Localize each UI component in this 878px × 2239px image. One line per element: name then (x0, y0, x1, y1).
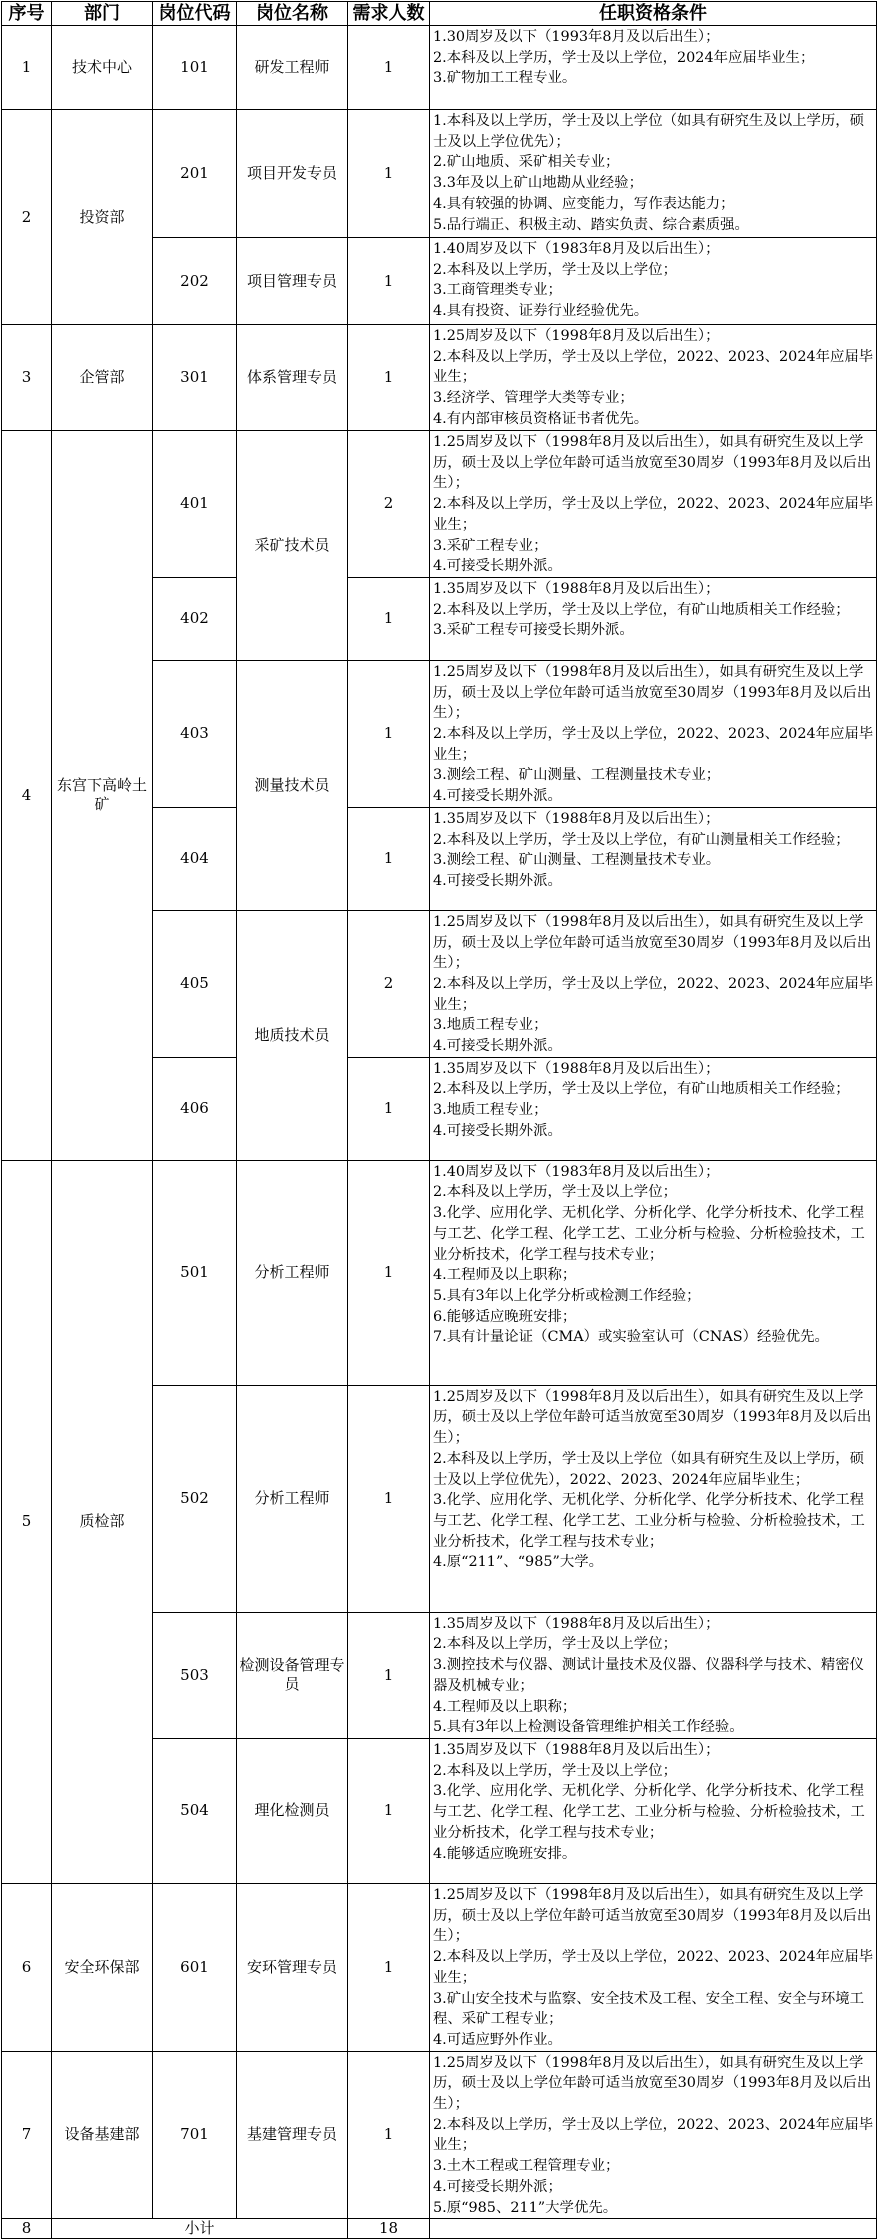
position-title: 采矿技术员 (237, 431, 348, 661)
requirement-line: 3.采矿工程专业； (433, 537, 548, 554)
position-count: 1 (348, 325, 430, 431)
requirement-line: 3.土木工程或工程管理专业； (433, 2158, 620, 2175)
requirement-line: 2.本科及以上学历，学士及以上学位，有矿山测量相关工作经验； (433, 831, 850, 848)
dept-name: 安全环保部 (52, 1883, 153, 2051)
dept-seq: 4 (2, 431, 52, 1161)
dept-name: 质检部 (52, 1160, 153, 1883)
position-code: 405 (153, 910, 237, 1057)
requirement-line: 1.25周岁及以下（1998年8月及以后出生），如具有研究生及以上学历，硕士及以上学位年龄可适当放宽至30周岁（1993年8月及以后出生）； (433, 2054, 872, 2113)
requirement-line: 2.本科及以上学历，学士及以上学位，有矿山地质相关工作经验； (433, 1081, 850, 1098)
requirements-cell (430, 910, 877, 1057)
position-title: 分析工程师 (237, 1385, 348, 1612)
requirement-line: 2.本科及以上学历，学士及以上学位，2022、2023、2024年应届毕业生； (433, 975, 874, 1013)
position-count: 1 (348, 110, 430, 238)
table-row (2, 2051, 877, 2219)
table-row (2, 431, 877, 578)
requirement-line: 3.化学、应用化学、无机化学、分析化学、化学分析技术、化学工程与工艺、化学工程、化学工艺、工业分析与检验、分析检验技术，工业分析技术，化学工程与技术专业； (433, 1205, 865, 1263)
requirement-line: 1.25周岁及以下（1998年8月及以后出生）； (433, 328, 720, 344)
position-count: 1 (348, 807, 430, 910)
position-title: 项目开发专员 (237, 110, 348, 238)
dept-seq: 6 (2, 1883, 52, 2051)
position-code: 402 (153, 577, 237, 660)
position-code: 404 (153, 807, 237, 910)
position-title: 理化检测员 (237, 1738, 348, 1883)
total-blank (430, 2219, 877, 2239)
requirement-line: 6.能够适应晚班安排； (433, 1308, 577, 1325)
requirement-line: 2.本科及以上学历，学士及以上学位，2022、2023、2024年应届毕业生； (433, 2116, 874, 2154)
requirement-line: 1.35周岁及以下（1988年8月及以后出生）； (433, 1741, 720, 1758)
requirement-line: 4.原“211”、“985”大学。 (433, 1554, 604, 1571)
position-code: 401 (153, 431, 237, 578)
position-code: 504 (153, 1738, 237, 1883)
requirement-line: 3.地质工程专业； (433, 1017, 548, 1034)
requirement-line: 5.具有3年以上检测设备管理维护相关工作经验。 (433, 1719, 744, 1736)
position-count: 1 (348, 1883, 430, 2051)
position-code: 202 (153, 238, 237, 325)
requirements-cell (430, 577, 877, 660)
requirements-cell (430, 325, 877, 431)
requirement-line: 1.40周岁及以下（1983年8月及以后出生）； (433, 241, 720, 257)
position-title: 检测设备管理专员 (237, 1612, 348, 1738)
position-title: 分析工程师 (237, 1160, 348, 1385)
position-code: 601 (153, 1883, 237, 2051)
requirement-line: 2.本科及以上学历，学士及以上学位，2022、2023、2024年应届毕业生； (433, 496, 874, 533)
requirements-cell (430, 238, 877, 325)
requirements-cell (430, 807, 877, 910)
header-row (2, 2, 877, 26)
table-row (2, 1883, 877, 2051)
dept-seq: 7 (2, 2051, 52, 2219)
requirement-line: 1.35周岁及以下（1988年8月及以后出生）； (433, 1615, 720, 1632)
position-title: 测量技术员 (237, 660, 348, 910)
requirements-cell (430, 1160, 877, 1385)
requirements-cell (430, 1057, 877, 1160)
dept-name: 技术中心 (52, 26, 153, 110)
total-row (2, 2219, 877, 2239)
dept-seq: 1 (2, 26, 52, 110)
requirements-cell (430, 110, 877, 238)
requirement-line: 4.可接受长期外派。 (433, 788, 562, 805)
requirement-line: 1.35周岁及以下（1988年8月及以后出生）； (433, 580, 720, 597)
requirement-line: 2.本科及以上学历，学士及以上学位，有矿山地质相关工作经验； (433, 601, 850, 618)
requirement-line: 4.有内部审核员资格证书者优先。 (433, 410, 649, 427)
requirement-line: 1.本科及以上学历，学士及以上学位（如具有研究生及以上学历，硕士及以上学位优先）； (433, 113, 865, 150)
header-dept: 部门 (52, 2, 153, 26)
dept-name: 设备基建部 (52, 2051, 153, 2219)
header-requirements: 任职资格条件 (430, 2, 877, 26)
position-count: 1 (348, 577, 430, 660)
position-count: 1 (348, 1160, 430, 1385)
requirement-line: 1.25周岁及以下（1998年8月及以后出生），如具有研究生及以上学历，硕士及以上学位年龄可适当放宽至30周岁（1993年8月及以后出生）； (433, 1388, 872, 1447)
requirement-line: 4.可适应野外作业。 (433, 2031, 562, 2048)
position-code: 101 (153, 26, 237, 110)
requirement-line: 3.采矿工程专可接受长期外派。 (433, 622, 634, 639)
requirement-line: 3.测绘工程、矿山测量、工程测量技术专业。 (433, 852, 721, 869)
requirement-line: 3.3年及以上矿山地勘从业经验； (433, 175, 643, 192)
position-title: 地质技术员 (237, 910, 348, 1160)
requirement-line: 3.测控技术与仪器、测试计量技术及仪器、仪器科学与技术、精密仪器及机械专业； (433, 1657, 865, 1694)
requirement-line: 2.本科及以上学历，学士及以上学位，2022、2023、2024年应届毕业生； (433, 1949, 874, 1986)
requirement-line: 5.原“985、211”大学优先。 (433, 2199, 618, 2216)
job-requirements-table (1, 1, 877, 2239)
requirement-line: 4.具有投资、证券行业经验优先。 (433, 303, 649, 320)
position-code: 502 (153, 1385, 237, 1612)
requirement-line: 2.本科及以上学历，学士及以上学位； (433, 1184, 677, 1201)
requirement-line: 1.25周岁及以下（1998年8月及以后出生），如具有研究生及以上学历，硕士及以上学位年龄可适当放宽至30周岁（1993年8月及以后出生）； (433, 663, 872, 722)
header-count: 需求人数 (348, 2, 430, 26)
requirement-line: 3.工商管理类专业； (433, 282, 562, 299)
requirement-line: 5.品行端正、积极主动、踏实负责、综合素质强。 (433, 216, 749, 233)
position-title: 项目管理专员 (237, 238, 348, 325)
table-row (2, 110, 877, 238)
requirement-line: 3.经济学、管理学大类等专业； (433, 390, 634, 407)
requirement-line: 2.本科及以上学历，学士及以上学位，2022、2023、2024年应届毕业生； (433, 348, 874, 386)
total-count: 18 (348, 2219, 430, 2239)
requirement-line: 2.矿山地质、采矿相关专业； (433, 154, 620, 171)
position-title: 安环管理专员 (237, 1883, 348, 2051)
position-code: 301 (153, 325, 237, 431)
table-row (2, 26, 877, 110)
requirement-line: 2.本科及以上学历，学士及以上学位； (433, 1762, 677, 1779)
requirements-cell (430, 2051, 877, 2219)
position-title: 基建管理专员 (237, 2051, 348, 2219)
position-code: 201 (153, 110, 237, 238)
requirement-line: 4.具有较强的协调、应变能力，写作表达能力； (433, 195, 735, 212)
position-count: 1 (348, 1738, 430, 1883)
total-label: 小计 (52, 2219, 348, 2239)
dept-seq: 5 (2, 1160, 52, 1883)
requirement-line: 4.可接受长期外派。 (433, 1038, 562, 1055)
requirement-line: 3.化学、应用化学、无机化学、分析化学、化学分析技术、化学工程与工艺、化学工程、化学工艺、工业分析与检验、分析检验技术，工业分析技术，化学工程与技术专业； (433, 1492, 865, 1550)
requirement-line: 2.本科及以上学历，学士及以上学位，2024年应届毕业生； (433, 49, 815, 66)
requirement-line: 1.25周岁及以下（1998年8月及以后出生），如具有研究生及以上学历，硕士及以上学位年龄可适当放宽至30周岁（1993年8月及以后出生）； (433, 913, 872, 972)
requirement-line: 7.具有计量论证（CMA）或实验室认可（CNAS）经验优先。 (433, 1329, 829, 1346)
position-count: 2 (348, 431, 430, 578)
header-title: 岗位名称 (237, 2, 348, 26)
position-count: 1 (348, 26, 430, 110)
requirements-cell (430, 431, 877, 578)
requirement-line: 3.矿山安全技术与监察、安全技术及工程、安全工程、安全与环境工程、采矿工程专业； (433, 1990, 865, 2028)
table-row (2, 1160, 877, 1385)
position-title: 体系管理专员 (237, 325, 348, 431)
requirement-line: 3.矿物加工工程专业。 (433, 70, 577, 87)
header-code: 岗位代码 (153, 2, 237, 26)
requirement-line: 4.能够适应晚班安排。 (433, 1845, 577, 1862)
position-code: 503 (153, 1612, 237, 1738)
requirement-line: 4.可接受长期外派。 (433, 1122, 562, 1139)
requirement-line: 1.35周岁及以下（1988年8月及以后出生）； (433, 810, 720, 827)
position-count: 1 (348, 1612, 430, 1738)
requirements-cell (430, 660, 877, 807)
requirements-cell (430, 1738, 877, 1883)
dept-seq: 2 (2, 110, 52, 325)
requirements-cell (430, 1883, 877, 2051)
position-code: 403 (153, 660, 237, 807)
requirement-line: 3.测绘工程、矿山测量、工程测量技术专业； (433, 767, 721, 784)
requirement-line: 4.可接受长期外派。 (433, 558, 562, 575)
requirement-line: 1.30周岁及以下（1993年8月及以后出生）； (433, 29, 720, 45)
requirement-line: 4.可接受长期外派； (433, 2178, 562, 2195)
position-code: 501 (153, 1160, 237, 1385)
requirements-cell (430, 1385, 877, 1612)
requirement-line: 1.40周岁及以下（1983年8月及以后出生）； (433, 1163, 720, 1180)
dept-seq: 3 (2, 325, 52, 431)
requirement-line: 1.25周岁及以下（1998年8月及以后出生），如具有研究生及以上学历，硕士及以上学位年龄可适当放宽至30周岁（1993年8月及以后出生）； (433, 434, 872, 492)
requirement-line: 4.可接受长期外派。 (433, 872, 562, 889)
requirement-line: 4.工程师及以上职称； (433, 1267, 577, 1284)
requirement-line: 4.工程师及以上职称； (433, 1698, 577, 1715)
requirement-line: 1.35周岁及以下（1988年8月及以后出生）； (433, 1060, 720, 1077)
position-code: 406 (153, 1057, 237, 1160)
dept-name: 东宫下高岭土矿 (52, 431, 153, 1161)
requirement-line: 3.地质工程专业； (433, 1102, 548, 1119)
header-seq: 序号 (2, 2, 52, 26)
position-code: 701 (153, 2051, 237, 2219)
table-row (2, 325, 877, 431)
position-title: 研发工程师 (237, 26, 348, 110)
requirement-line: 5.具有3年以上化学分析或检测工作经验； (433, 1287, 701, 1304)
requirement-line: 1.25周岁及以下（1998年8月及以后出生），如具有研究生及以上学历，硕士及以上学位年龄可适当放宽至30周岁（1993年8月及以后出生）； (433, 1886, 872, 1945)
requirement-line: 2.本科及以上学历，学士及以上学位（如具有研究生及以上学历，硕士及以上学位优先），2022、2023、2024年应届毕业生； (433, 1450, 865, 1488)
requirements-cell (430, 26, 877, 110)
position-count: 1 (348, 1385, 430, 1612)
requirements-cell (430, 1612, 877, 1738)
requirement-line: 2.本科及以上学历，学士及以上学位； (433, 261, 677, 278)
position-count: 1 (348, 660, 430, 807)
position-count: 1 (348, 2051, 430, 2219)
position-count: 1 (348, 238, 430, 325)
position-count: 1 (348, 1057, 430, 1160)
requirement-line: 2.本科及以上学历，学士及以上学位，2022、2023、2024年应届毕业生； (433, 726, 874, 763)
dept-name: 投资部 (52, 110, 153, 325)
requirement-line: 3.化学、应用化学、无机化学、分析化学、化学分析技术、化学工程与工艺、化学工程、化学工艺、工业分析与检验、分析检验技术，工业分析技术，化学工程与技术专业； (433, 1783, 865, 1841)
dept-name: 企管部 (52, 325, 153, 431)
requirement-line: 2.本科及以上学历，学士及以上学位； (433, 1636, 677, 1653)
total-seq: 8 (2, 2219, 52, 2239)
position-count: 2 (348, 910, 430, 1057)
